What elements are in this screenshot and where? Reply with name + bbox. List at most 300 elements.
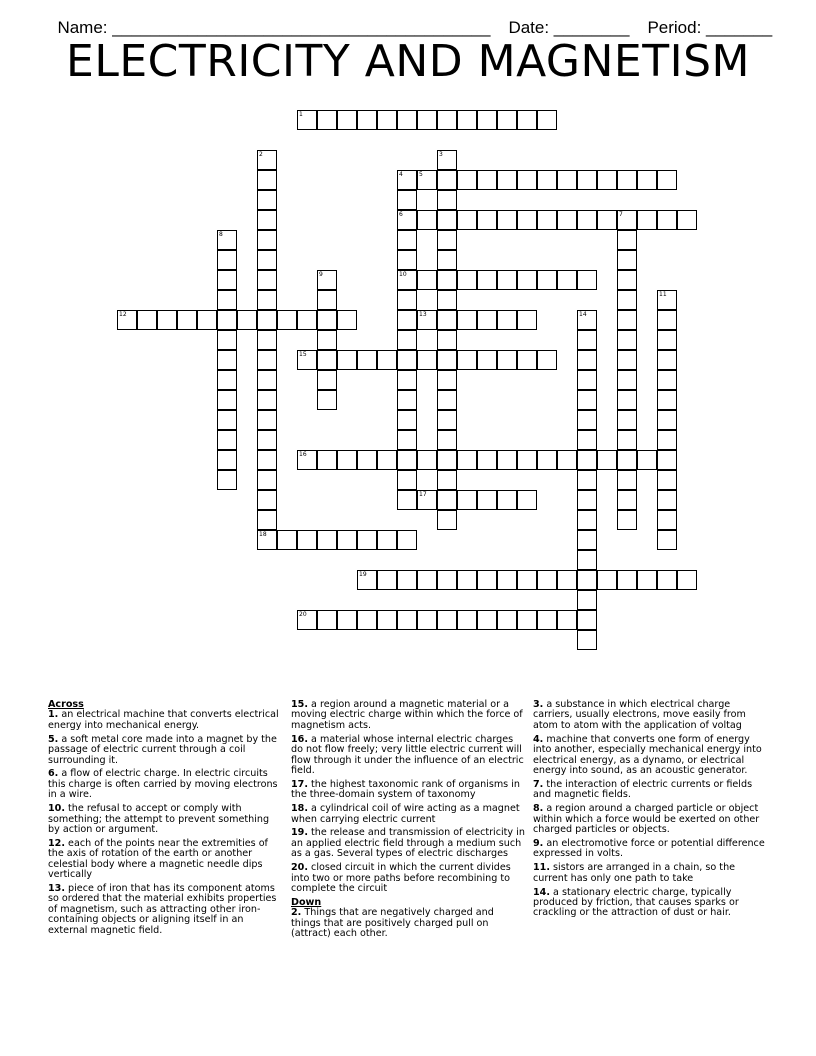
grid-cell[interactable] <box>397 450 417 470</box>
grid-cell[interactable] <box>497 350 517 370</box>
grid-cell[interactable] <box>557 170 577 190</box>
clue-number: 15. <box>291 699 308 710</box>
clue-item <box>48 839 283 881</box>
clue-number: 10. <box>48 803 65 815</box>
grid-cell[interactable] <box>257 330 277 350</box>
clue-item <box>291 700 526 731</box>
clue-number-label: 19 <box>359 571 367 578</box>
grid-cell[interactable] <box>477 450 497 470</box>
grid-cell[interactable] <box>397 230 417 250</box>
grid-cell[interactable] <box>377 110 397 130</box>
clues-column-2 <box>291 700 526 943</box>
grid-cell[interactable] <box>617 330 637 350</box>
grid-cell[interactable] <box>337 110 357 130</box>
grid-cell[interactable] <box>477 490 497 510</box>
clue-item <box>48 884 283 936</box>
grid-cell[interactable] <box>537 570 557 590</box>
grid-cell[interactable] <box>397 470 417 490</box>
clue-number: 19. <box>291 827 308 839</box>
clue-text: a stationary electric charge, typically produced by friction, that causes sparks or crackling or the attraction of dust or hair. <box>533 886 739 919</box>
grid-cell[interactable] <box>517 350 537 370</box>
grid-cell[interactable] <box>497 210 517 230</box>
clue-number-label: 1 <box>299 111 303 118</box>
grid-cell[interactable] <box>457 170 477 190</box>
clue-number: 3. <box>533 699 544 710</box>
grid-cell[interactable] <box>517 270 537 290</box>
clue-text: the release and transmission of electricity in an applied electric field through a medium such as a gas. Several types of electric discharges <box>291 827 525 860</box>
grid-cell[interactable] <box>577 550 597 570</box>
grid-cell[interactable] <box>457 310 477 330</box>
grid-cell[interactable] <box>437 250 457 270</box>
clue-text: Things that are negatively charged and things that are positively charged pull on (attract) each other. <box>291 907 494 940</box>
clue-number: 18. <box>291 803 308 815</box>
grid-cell[interactable] <box>577 610 597 630</box>
grid-cell[interactable] <box>517 450 537 470</box>
clue-text: closed circuit in which the current divides into two or more paths before recombining to complete the circuit <box>291 862 511 894</box>
clue-item <box>291 908 526 939</box>
grid-cell[interactable] <box>437 410 457 430</box>
clue-text: sistors are arranged in a chain, so the current has only one path to take <box>533 862 736 884</box>
grid-cell[interactable] <box>657 430 677 450</box>
grid-cell[interactable] <box>397 570 417 590</box>
grid-cell[interactable] <box>557 210 577 230</box>
grid-cell[interactable] <box>597 210 617 230</box>
grid-cell[interactable] <box>417 610 437 630</box>
grid-cell[interactable] <box>277 310 297 330</box>
grid-cell[interactable] <box>537 270 557 290</box>
grid-cell[interactable] <box>397 530 417 550</box>
grid-cell[interactable] <box>417 210 437 230</box>
grid-cell[interactable] <box>557 450 577 470</box>
grid-cell[interactable] <box>657 370 677 390</box>
grid-cell[interactable] <box>337 310 357 330</box>
clue-item <box>291 828 526 859</box>
grid-cell[interactable] <box>617 510 637 530</box>
grid-cell[interactable] <box>577 410 597 430</box>
grid-cell[interactable] <box>297 310 317 330</box>
grid-cell[interactable] <box>397 610 417 630</box>
grid-cell[interactable] <box>557 610 577 630</box>
grid-cell[interactable] <box>457 490 477 510</box>
grid-cell[interactable] <box>437 450 457 470</box>
grid-cell[interactable] <box>537 210 557 230</box>
grid-cell[interactable] <box>397 370 417 390</box>
grid-cell[interactable] <box>257 190 277 210</box>
clue-text: a region around a magnetic material or a moving electric charge within which the force of magnetism acts. <box>291 699 523 731</box>
grid-cell[interactable] <box>437 490 457 510</box>
grid-cell[interactable] <box>657 410 677 430</box>
grid-cell[interactable] <box>357 530 377 550</box>
clue-item <box>533 780 768 801</box>
grid-cell[interactable] <box>517 110 537 130</box>
grid-cell[interactable] <box>677 570 697 590</box>
grid-cell[interactable] <box>597 570 617 590</box>
grid-cell[interactable] <box>657 330 677 350</box>
grid-cell[interactable] <box>497 170 517 190</box>
grid-cell[interactable] <box>617 370 637 390</box>
grid-cell[interactable] <box>617 470 637 490</box>
grid-cell[interactable] <box>497 570 517 590</box>
grid-cell[interactable] <box>577 450 597 470</box>
grid-cell[interactable] <box>217 290 237 310</box>
grid-cell[interactable] <box>417 570 437 590</box>
grid-cell[interactable] <box>617 290 637 310</box>
clue-number-label: 5 <box>419 171 423 178</box>
grid-cell[interactable] <box>477 270 497 290</box>
grid-cell[interactable] <box>517 490 537 510</box>
grid-cell[interactable] <box>417 110 437 130</box>
clue-item <box>533 804 768 835</box>
clue-number-label: 9 <box>319 271 323 278</box>
grid-cell[interactable] <box>317 370 337 390</box>
clue-number: 5. <box>48 733 59 745</box>
grid-cell[interactable] <box>577 270 597 290</box>
grid-cell[interactable] <box>517 310 537 330</box>
grid-cell[interactable] <box>577 330 597 350</box>
grid-cell[interactable] <box>657 310 677 330</box>
clue-number-label: 2 <box>259 151 263 158</box>
grid-cell[interactable] <box>617 430 637 450</box>
grid-cell[interactable] <box>377 610 397 630</box>
clue-number: 13. <box>48 883 65 894</box>
grid-cell[interactable] <box>257 370 277 390</box>
grid-cell[interactable] <box>597 170 617 190</box>
grid-cell[interactable] <box>397 310 417 330</box>
grid-cell[interactable] <box>537 110 557 130</box>
grid-cell[interactable] <box>437 510 457 530</box>
grid-cell[interactable] <box>257 290 277 310</box>
grid-cell[interactable] <box>337 350 357 370</box>
grid-cell[interactable] <box>497 490 517 510</box>
grid-cell[interactable] <box>657 470 677 490</box>
clue-item <box>533 888 768 919</box>
grid-cell[interactable] <box>557 270 577 290</box>
grid-cell[interactable] <box>317 110 337 130</box>
clue-text: an electromotive force or potential difference expressed in volts. <box>533 837 765 860</box>
grid-cell[interactable] <box>317 450 337 470</box>
grid-cell[interactable] <box>157 310 177 330</box>
clue-item <box>48 735 283 766</box>
grid-cell[interactable] <box>437 270 457 290</box>
clue-text: piece of iron that has its component atoms so ordered that the material exhibits properties of magnetism, such as attracting other iron-containing objects or aligning itself in an external magnetic field. <box>48 883 277 936</box>
grid-cell[interactable] <box>257 470 277 490</box>
grid-cell[interactable] <box>477 350 497 370</box>
grid-cell[interactable] <box>297 530 317 550</box>
clue-text: each of the points near the extremities of the axis of rotation of the earth or another celestial body where a magnetic needle dips vertically <box>48 837 268 881</box>
grid-cell[interactable] <box>257 410 277 430</box>
grid-cell[interactable] <box>577 510 597 530</box>
clue-text: the refusal to accept or comply with something; the attempt to prevent something by action or argument. <box>48 803 270 835</box>
grid-cell[interactable] <box>617 170 637 190</box>
grid-cell[interactable] <box>397 410 417 430</box>
grid-cell[interactable] <box>637 170 657 190</box>
grid-cell[interactable] <box>397 330 417 350</box>
clue-item <box>291 780 526 801</box>
clue-number-label: 6 <box>399 211 403 218</box>
grid-cell[interactable] <box>237 310 257 330</box>
grid-cell[interactable] <box>497 110 517 130</box>
grid-cell[interactable] <box>217 410 237 430</box>
clue-item <box>48 804 283 835</box>
clue-number: 1. <box>48 709 59 721</box>
grid-cell[interactable] <box>517 210 537 230</box>
clue-number: 14. <box>533 886 550 898</box>
grid-cell[interactable] <box>477 570 497 590</box>
grid-cell[interactable] <box>677 210 697 230</box>
grid-cell[interactable] <box>357 110 377 130</box>
down-heading: Down <box>291 896 322 908</box>
grid-cell[interactable] <box>577 490 597 510</box>
grid-cell[interactable] <box>317 290 337 310</box>
grid-cell[interactable] <box>397 430 417 450</box>
grid-cell[interactable] <box>337 450 357 470</box>
grid-cell[interactable] <box>657 350 677 370</box>
grid-cell[interactable] <box>357 450 377 470</box>
grid-cell[interactable] <box>257 230 277 250</box>
grid-cell[interactable] <box>597 450 617 470</box>
grid-cell[interactable] <box>577 570 597 590</box>
grid-cell[interactable] <box>657 510 677 530</box>
grid-cell[interactable] <box>317 310 337 330</box>
grid-cell[interactable] <box>217 430 237 450</box>
name-field[interactable]: Name: ________________________________________ <box>57 18 491 37</box>
grid-cell[interactable] <box>437 570 457 590</box>
grid-cell[interactable] <box>417 450 437 470</box>
clue-number: 6. <box>48 768 59 780</box>
grid-cell[interactable] <box>577 210 597 230</box>
grid-cell[interactable] <box>377 350 397 370</box>
clues-column-3 <box>533 700 768 922</box>
grid-cell[interactable] <box>457 350 477 370</box>
grid-cell[interactable] <box>257 210 277 230</box>
grid-cell[interactable] <box>477 310 497 330</box>
grid-cell[interactable] <box>257 490 277 510</box>
clue-item <box>48 710 283 731</box>
clue-number-label: 20 <box>299 611 307 618</box>
grid-cell[interactable] <box>397 290 417 310</box>
grid-cell[interactable] <box>497 450 517 470</box>
clue-item <box>533 839 768 860</box>
grid-cell[interactable] <box>217 370 237 390</box>
grid-cell[interactable] <box>617 570 637 590</box>
grid-cell[interactable] <box>577 350 597 370</box>
clue-text: a material whose internal electric charges do not flow freely; very little electric current will flow through it under the influence of an electric field. <box>291 733 524 776</box>
grid-cell[interactable] <box>637 450 657 470</box>
grid-cell[interactable] <box>577 170 597 190</box>
grid-cell[interactable] <box>657 490 677 510</box>
grid-cell[interactable] <box>517 570 537 590</box>
grid-cell[interactable] <box>657 210 677 230</box>
clue-number-label: 7 <box>619 211 623 218</box>
grid-cell[interactable] <box>517 170 537 190</box>
grid-cell[interactable] <box>317 330 337 350</box>
grid-cell[interactable] <box>257 270 277 290</box>
grid-cell[interactable] <box>657 390 677 410</box>
grid-cell[interactable] <box>257 510 277 530</box>
grid-cell[interactable] <box>497 610 517 630</box>
grid-cell[interactable] <box>397 390 417 410</box>
grid-cell[interactable] <box>437 190 457 210</box>
grid-cell[interactable] <box>657 530 677 550</box>
grid-cell[interactable] <box>457 270 477 290</box>
clue-number-label: 8 <box>219 231 223 238</box>
clue-number: 8. <box>533 803 544 815</box>
clue-number-label: 10 <box>399 271 407 278</box>
grid-cell[interactable] <box>437 110 457 130</box>
grid-cell[interactable] <box>317 610 337 630</box>
grid-cell[interactable] <box>437 350 457 370</box>
clue-number-label: 3 <box>439 151 443 158</box>
clue-number: 7. <box>533 778 544 790</box>
clue-number: 4. <box>533 733 544 745</box>
grid-cell[interactable] <box>457 110 477 130</box>
grid-cell[interactable] <box>317 390 337 410</box>
grid-cell[interactable] <box>437 290 457 310</box>
grid-cell[interactable] <box>457 210 477 230</box>
grid-cell[interactable] <box>617 450 637 470</box>
clue-text: machine that converts one form of energy into another, especially mechanical energy into electrical energy, as a dynamo, or electrical energy into sound, as an acoustic generator. <box>533 733 762 776</box>
clue-number-label: 18 <box>259 531 267 538</box>
grid-cell[interactable] <box>217 390 237 410</box>
grid-cell[interactable] <box>437 470 457 490</box>
date-field[interactable]: Date: ________ <box>508 18 630 37</box>
grid-cell[interactable] <box>537 350 557 370</box>
clue-item <box>291 863 526 894</box>
grid-cell[interactable] <box>457 450 477 470</box>
grid-cell[interactable] <box>457 610 477 630</box>
grid-cell[interactable] <box>577 530 597 550</box>
grid-cell[interactable] <box>217 310 237 330</box>
grid-cell[interactable] <box>617 350 637 370</box>
clue-item <box>533 863 768 884</box>
clue-text: a substance in which electrical charge carriers, usually electrons, move easily from atom to atom with the application of voltag <box>533 699 746 731</box>
grid-cell[interactable] <box>437 390 457 410</box>
grid-cell[interactable] <box>217 450 237 470</box>
grid-cell[interactable] <box>637 210 657 230</box>
grid-cell[interactable] <box>437 430 457 450</box>
grid-cell[interactable] <box>397 110 417 130</box>
grid-cell[interactable] <box>437 210 457 230</box>
grid-cell[interactable] <box>577 630 597 650</box>
grid-cell[interactable] <box>397 190 417 210</box>
grid-cell[interactable] <box>477 610 497 630</box>
grid-cell[interactable] <box>637 570 657 590</box>
grid-cell[interactable] <box>217 470 237 490</box>
grid-cell[interactable] <box>257 450 277 470</box>
grid-cell[interactable] <box>317 530 337 550</box>
grid-cell[interactable] <box>617 390 637 410</box>
grid-cell[interactable] <box>617 230 637 250</box>
grid-cell[interactable] <box>337 610 357 630</box>
grid-cell[interactable] <box>417 270 437 290</box>
grid-cell[interactable] <box>217 270 237 290</box>
grid-cell[interactable] <box>617 310 637 330</box>
grid-cell[interactable] <box>577 370 597 390</box>
grid-cell[interactable] <box>257 250 277 270</box>
clue-number-label: 16 <box>299 451 307 458</box>
clue-text: the interaction of electric currents or fields and magnetic fields. <box>533 778 753 801</box>
clue-number-label: 14 <box>579 311 587 318</box>
grid-cell[interactable] <box>577 590 597 610</box>
grid-cell[interactable] <box>617 410 637 430</box>
grid-cell[interactable] <box>397 350 417 370</box>
grid-cell[interactable] <box>557 570 577 590</box>
grid-cell[interactable] <box>497 310 517 330</box>
clue-item <box>291 735 526 777</box>
grid-cell[interactable] <box>437 230 457 250</box>
grid-cell[interactable] <box>437 170 457 190</box>
grid-cell[interactable] <box>517 610 537 630</box>
grid-cell[interactable] <box>417 350 437 370</box>
grid-cell[interactable] <box>177 310 197 330</box>
grid-cell[interactable] <box>537 610 557 630</box>
clue-text: a region around a charged particle or object within which a force would be exerted on other charged particles or objects. <box>533 803 760 835</box>
grid-cell[interactable] <box>657 570 677 590</box>
grid-cell[interactable] <box>217 330 237 350</box>
grid-cell[interactable] <box>397 250 417 270</box>
grid-cell[interactable] <box>497 270 517 290</box>
grid-cell[interactable] <box>657 450 677 470</box>
grid-cell[interactable] <box>657 170 677 190</box>
grid-cell[interactable] <box>257 390 277 410</box>
grid-cell[interactable] <box>397 490 417 510</box>
grid-cell[interactable] <box>337 530 357 550</box>
grid-cell[interactable] <box>277 530 297 550</box>
grid-cell[interactable] <box>537 170 557 190</box>
grid-cell[interactable] <box>477 170 497 190</box>
clue-number-label: 15 <box>299 351 307 358</box>
clue-number: 2. <box>291 907 302 919</box>
clue-item <box>48 769 283 800</box>
grid-cell[interactable] <box>577 470 597 490</box>
grid-cell[interactable] <box>257 430 277 450</box>
grid-cell[interactable] <box>377 570 397 590</box>
grid-cell[interactable] <box>257 350 277 370</box>
grid-cell[interactable] <box>617 270 637 290</box>
clue-text: the highest taxonomic rank of organisms in the three-domain system of taxonomy <box>291 778 520 801</box>
grid-cell[interactable] <box>617 490 637 510</box>
grid-cell[interactable] <box>217 350 237 370</box>
grid-cell[interactable] <box>537 450 557 470</box>
grid-cell[interactable] <box>377 530 397 550</box>
grid-cell[interactable] <box>437 310 457 330</box>
grid-cell[interactable] <box>577 430 597 450</box>
grid-cell[interactable] <box>457 570 477 590</box>
clue-number: 11. <box>533 862 550 874</box>
grid-cell[interactable] <box>257 310 277 330</box>
grid-cell[interactable] <box>257 170 277 190</box>
grid-cell[interactable] <box>477 210 497 230</box>
clue-item <box>533 700 768 731</box>
grid-cell[interactable] <box>217 250 237 270</box>
grid-cell[interactable] <box>477 110 497 130</box>
grid-cell[interactable] <box>577 390 597 410</box>
grid-cell[interactable] <box>437 330 457 350</box>
grid-cell[interactable] <box>197 310 217 330</box>
grid-cell[interactable] <box>377 450 397 470</box>
grid-cell[interactable] <box>617 250 637 270</box>
clue-number: 20. <box>291 862 308 874</box>
clue-number-label: 13 <box>419 311 427 318</box>
grid-cell[interactable] <box>137 310 157 330</box>
clue-number-label: 4 <box>399 171 403 178</box>
grid-cell[interactable] <box>317 350 337 370</box>
grid-cell[interactable] <box>437 610 457 630</box>
grid-cell[interactable] <box>357 610 377 630</box>
grid-cell[interactable] <box>357 350 377 370</box>
period-field[interactable]: Period: _______ <box>647 18 773 37</box>
grid-cell[interactable] <box>437 370 457 390</box>
